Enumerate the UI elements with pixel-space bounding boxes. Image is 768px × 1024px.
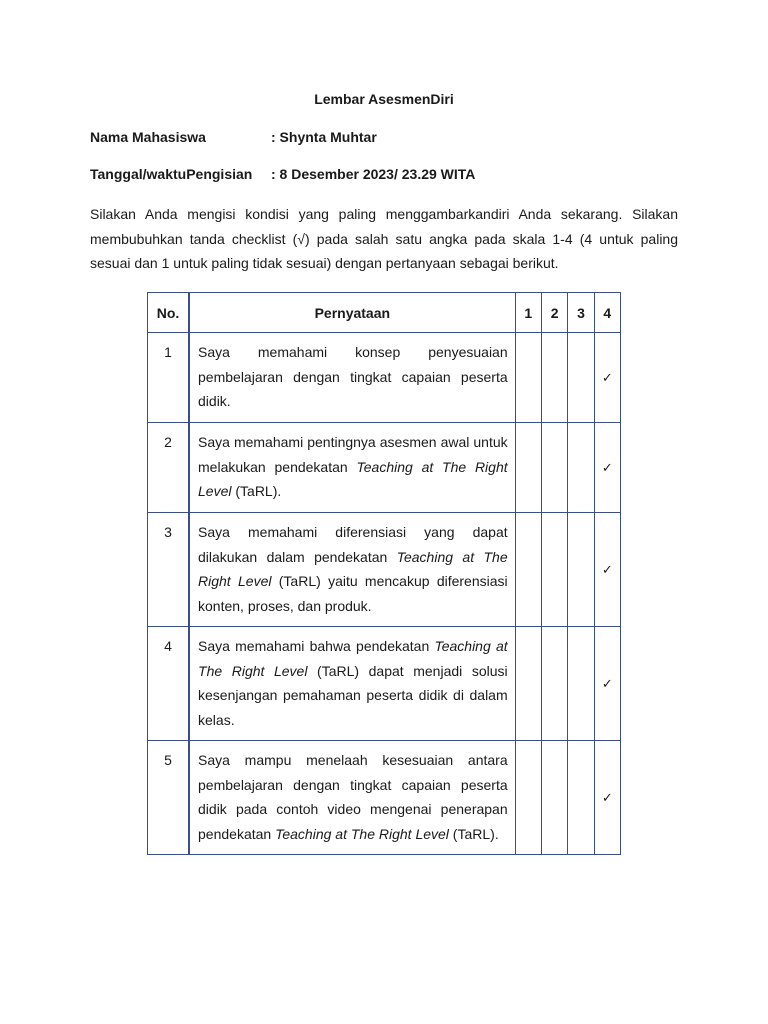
score-2-cell[interactable]: [541, 423, 567, 513]
table-row: [148, 513, 621, 627]
student-name-label: Nama Mahasiswa: [90, 129, 206, 145]
score-1-cell[interactable]: [515, 627, 541, 741]
table-row: [148, 423, 621, 513]
header-no: No.: [148, 293, 190, 333]
header-score-3: 3: [568, 293, 594, 333]
table-header-row: [148, 293, 621, 333]
statement-text-end: (TaRL).: [231, 483, 282, 500]
student-name-value: : Shynta Muhtar: [271, 129, 377, 145]
score-3-cell[interactable]: [568, 333, 594, 423]
statement-text: Saya memahami bahwa pendekatan: [198, 638, 435, 654]
statement-emphasis: Teaching at The Right Level: [198, 458, 508, 500]
statement-text: Saya memahami konsep penyesuaian pembelajaran dengan tingkat capaian peserta didik.: [198, 344, 508, 410]
fill-date-value: : 8 Desember 2023/ 23.29 WITA: [271, 166, 476, 182]
score-4-cell[interactable]: [594, 513, 620, 627]
score-3-cell[interactable]: [568, 741, 594, 855]
score-2-cell[interactable]: [541, 333, 567, 423]
header-statement: Pernyataan: [189, 293, 515, 333]
statement-cell: [189, 741, 515, 855]
student-name-row: [90, 129, 377, 145]
table-row: [148, 333, 621, 423]
table-row: [148, 741, 621, 855]
statement-text: Saya memahami diferensiasi yang dapat dilakukan dalam pendekatan: [198, 524, 508, 565]
fill-date-label: Tanggal/waktuPengisian: [90, 166, 253, 182]
statement-text: Saya memahami pentingnya asesmen awal untuk melakukan pendekatan: [198, 434, 508, 475]
score-4-cell[interactable]: [594, 741, 620, 855]
score-1-cell[interactable]: [515, 423, 541, 513]
check-icon: ✓: [601, 563, 613, 578]
header-score-1: 1: [515, 293, 541, 333]
header-score-2: 2: [541, 293, 567, 333]
table-row: [148, 627, 621, 741]
statement-emphasis: Teaching at The Right Level: [275, 826, 449, 843]
score-3-cell[interactable]: [568, 627, 594, 741]
statement-cell: [189, 627, 515, 741]
check-icon: ✓: [601, 677, 613, 692]
statement-emphasis: Teaching at The Right Level: [198, 638, 508, 679]
score-4-cell[interactable]: [594, 423, 620, 513]
statement-cell: [189, 513, 515, 627]
statement-cell: [189, 333, 515, 423]
score-4-cell[interactable]: [594, 627, 620, 741]
score-2-cell[interactable]: [541, 627, 567, 741]
fill-date-row: [90, 166, 475, 182]
check-icon: ✓: [601, 461, 613, 476]
row-number: 3: [148, 513, 190, 627]
statement-cell: [189, 423, 515, 513]
score-4-cell[interactable]: [594, 333, 620, 423]
instructions-paragraph: Silakan Anda mengisi kondisi yang paling menggambarkandiri Anda sekarang. Silakan membubuhkan tanda checklist (√) pada salah satu angka pada skala 1-4 (4 untuk paling sesuai dan 1 untuk paling tidak sesuai) dengan pertanyaan sebagai berikut.: [90, 206, 678, 271]
page-title: Lembar AsesmenDiri: [314, 91, 454, 107]
row-number: 2: [148, 423, 190, 513]
check-icon: ✓: [601, 791, 613, 806]
statement-text-end: (TaRL) dapat menjadi solusi kesenjangan pemahaman peserta didik di dalam kelas.: [198, 662, 508, 729]
score-1-cell[interactable]: [515, 741, 541, 855]
score-2-cell[interactable]: [541, 513, 567, 627]
statement-text-end: (TaRL).: [448, 826, 499, 843]
statement-text: Saya mampu menelaah kesesuaian antara pembelajaran dengan tingkat capaian peserta didik pada contoh video mengenai penerapan pendekatan: [198, 752, 508, 843]
self-assessment-table: [147, 292, 621, 855]
row-number: 5: [148, 741, 190, 855]
score-3-cell[interactable]: [568, 513, 594, 627]
header-score-4: 4: [594, 293, 620, 333]
statement-text-end: (TaRL) yaitu mencakup diferensiasi konten, proses, dan produk.: [198, 573, 508, 615]
row-number: 4: [148, 627, 190, 741]
score-1-cell[interactable]: [515, 513, 541, 627]
score-1-cell[interactable]: [515, 333, 541, 423]
statement-emphasis: Teaching at The Right Level: [198, 548, 508, 590]
score-3-cell[interactable]: [568, 423, 594, 513]
check-icon: ✓: [601, 371, 613, 386]
score-2-cell[interactable]: [541, 741, 567, 855]
row-number: 1: [148, 333, 190, 423]
